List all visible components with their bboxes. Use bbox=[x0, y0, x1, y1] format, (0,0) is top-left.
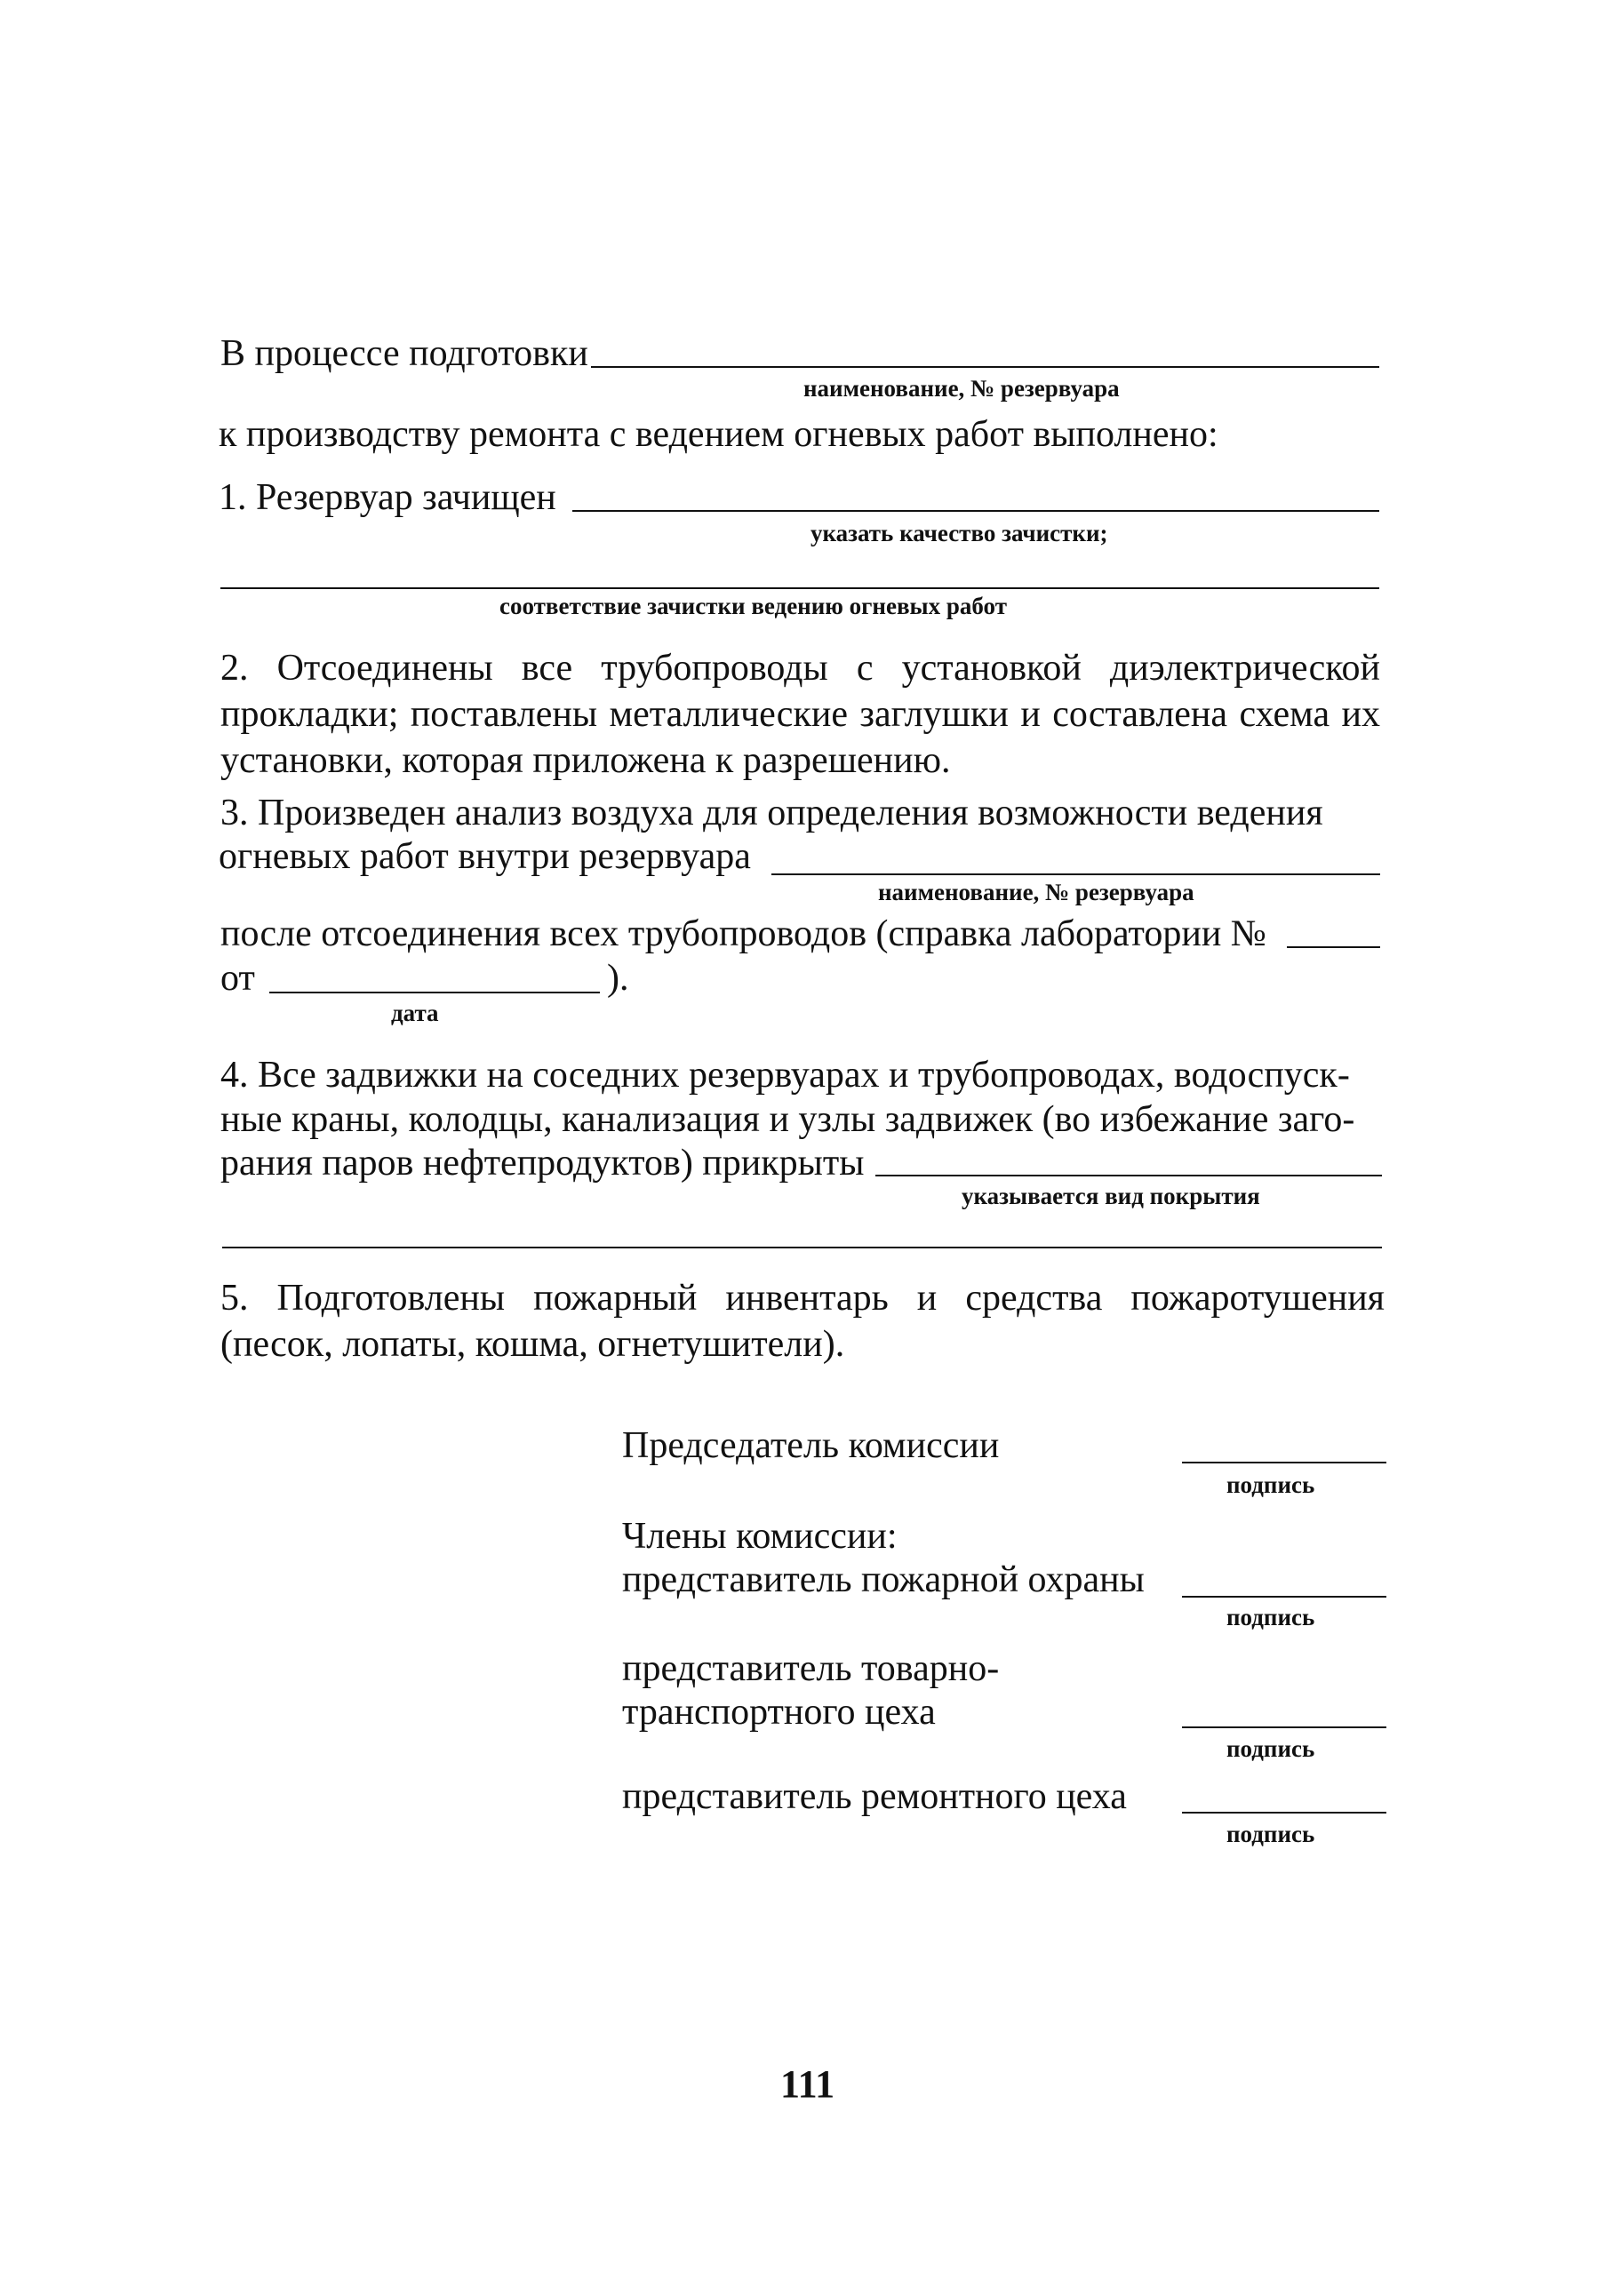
intro-blank-line bbox=[591, 366, 1379, 368]
repair-rep-signature-caption: подпись bbox=[1226, 1821, 1315, 1847]
item2-paragraph: 2. Отсоединены все трубопроводы с установкой диэлектрической прокладки; поставлены металлические заглушки и составлена схема их установки, которая приложена к разрешению. bbox=[220, 648, 1380, 781]
repair-rep-signature-line bbox=[1182, 1812, 1386, 1814]
item3-caption-1: наименование, № резервуара bbox=[878, 879, 1194, 905]
item4-line-2: ные краны, колодцы, канализация и узлы задвижек (во избежание заго- bbox=[220, 1099, 1355, 1140]
item3-line-3: после отсоединения всех трубопроводов (справка лаборатории № bbox=[220, 913, 1266, 954]
intro-caption: наименование, № резервуара bbox=[803, 375, 1120, 402]
transport-rep-label-line-2: транспортного цеха bbox=[622, 1692, 936, 1733]
item1-blank-line-b bbox=[220, 587, 1379, 589]
page-number: 111 bbox=[780, 2062, 835, 2106]
transport-rep-signature-caption: подпись bbox=[1226, 1735, 1315, 1762]
item4-caption: указывается вид покрытия bbox=[962, 1183, 1260, 1209]
transport-rep-label-line-1: представитель товарно- bbox=[622, 1648, 1000, 1689]
repair-rep-label: представитель ремонтного цеха bbox=[622, 1776, 1127, 1817]
chairman-signature-line bbox=[1182, 1462, 1386, 1463]
fire-rep-signature-caption: подпись bbox=[1226, 1604, 1315, 1630]
item1-text: 1. Резервуар зачищен bbox=[219, 477, 556, 518]
item4-blank-line-1 bbox=[875, 1175, 1382, 1176]
item3-line-4-prefix: от bbox=[220, 958, 255, 999]
item5-paragraph: 5. Подготовлены пожарный инвентарь и средства пожаротушения (песок, лопаты, кошма, огнетушители). bbox=[220, 1278, 1385, 1365]
chairman-label: Председатель комиссии bbox=[622, 1425, 1000, 1466]
item3-blank-line-date bbox=[269, 992, 600, 993]
item3-blank-line-1 bbox=[771, 873, 1380, 875]
chairman-signature-caption: подпись bbox=[1226, 1471, 1315, 1498]
intro-line-1: В процессе подготовки bbox=[220, 333, 588, 374]
item3-caption-date: дата bbox=[391, 1000, 439, 1026]
item1-blank-line-a bbox=[572, 510, 1379, 512]
item4-line-1: 4. Все задвижки на соседних резервуарах и трубопроводах, водоспуск- bbox=[220, 1055, 1350, 1096]
intro-line-2: к производству ремонта с ведением огневых работ выполнено: bbox=[219, 414, 1218, 455]
fire-rep-signature-line bbox=[1182, 1596, 1386, 1598]
item1-caption-b: соответствие зачистки ведению огневых работ bbox=[499, 593, 1007, 619]
item3-line-1: 3. Произведен анализ воздуха для определения возможности ведения bbox=[220, 793, 1323, 833]
item4-blank-line-2 bbox=[222, 1247, 1382, 1248]
transport-rep-signature-line bbox=[1182, 1726, 1386, 1728]
members-heading: Члены комиссии: bbox=[622, 1516, 898, 1557]
item1-caption-a: указать качество зачистки; bbox=[810, 520, 1108, 546]
item3-blank-line-number bbox=[1287, 946, 1380, 948]
item4-line-3: рания паров нефтепродуктов) прикрыты bbox=[220, 1143, 865, 1184]
fire-rep-label: представитель пожарной охраны bbox=[622, 1559, 1145, 1600]
item3-line-4-suffix: ). bbox=[607, 958, 629, 999]
item3-line-2: огневых работ внутри резервуара bbox=[219, 836, 751, 877]
